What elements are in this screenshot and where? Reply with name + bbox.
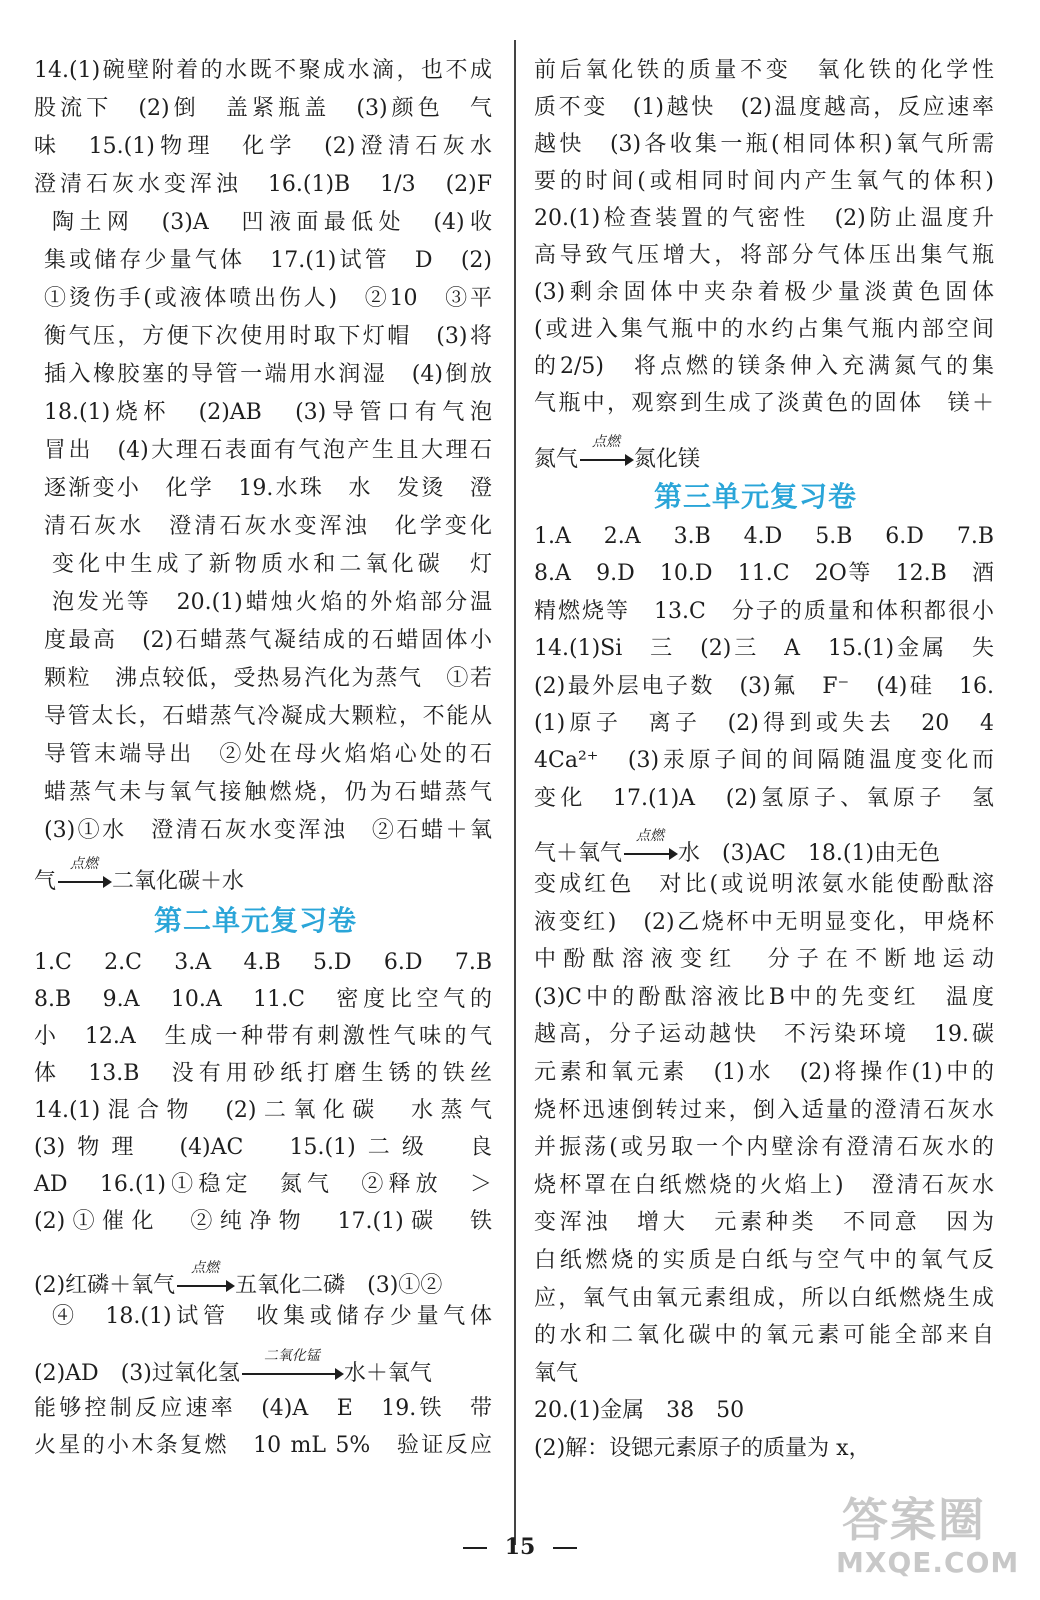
text-line: 质不变 (1)越快 (2)温度越高，反应速率 (534, 95, 994, 120)
equation-right: 二氧化碳＋水 (112, 869, 245, 894)
text-line: 冒出 (4)大理石表面有气泡产生且大理石 (44, 438, 492, 463)
text-line: (或进入集气瓶中的水约占集气瓶内部空间 (534, 317, 994, 342)
text-line: 20.(1)检查装置的气密性 (2)防止温度升 (534, 206, 994, 231)
text-line: 衡气压，方便下次使用时取下灯帽 (3)将 (44, 324, 492, 349)
text-line: 高导致气压增大，将部分气体压出集气瓶 (534, 243, 994, 268)
text-line: 蜡蒸气未与氧气接触燃烧，仍为石蜡蒸气 (44, 780, 492, 805)
watermark-logo (836, 1484, 1020, 1584)
reaction-condition: 点燃 (592, 434, 621, 450)
text-line: (3)剩余固体中夹杂着极少量淡黄色固体 (534, 280, 994, 305)
arrow-icon (242, 1373, 342, 1375)
text-line: 中酚酞溶液变红 分子在不断地运动 (534, 947, 994, 973)
column-divider (514, 40, 516, 1545)
text-line: 小 12.A 生成一种带有刺激性气味的气 (34, 1024, 492, 1049)
text-line: 前后氧化铁的质量不变 氧化铁的化学性 (534, 58, 994, 83)
text-line: (2)解：设锶元素原子的质量为 x， (534, 1436, 871, 1461)
text-line: 白纸燃烧的实质是白纸与空气中的氧气反 (534, 1248, 994, 1273)
text-line: 颗粒 沸点较低，受热易汽化为蒸气 ①若 (44, 666, 492, 691)
text-line: 气瓶中，观察到生成了淡黄色的固体 镁＋ (534, 391, 994, 416)
text-line: 8.A 9.D 10.D 11.C 2O等 12.B 酒 (534, 561, 994, 587)
reaction-condition: 点燃 (191, 1260, 220, 1276)
text-line: 4Ca²⁺ (3)汞原子间的间隔随温度变化而 (534, 748, 994, 774)
text-line: (2)最外层电子数 (3)氟 F⁻ (4)硅 16. (534, 673, 994, 699)
page-number-dash-left (463, 1547, 487, 1549)
equation-right: 氮化镁 (634, 447, 701, 472)
text-line: 火星的小木条复燃 10 mL 5% 验证反应 (34, 1433, 492, 1458)
text-line: 澄清石灰水变浑浊 16.(1)B 1/3 (2)F (34, 172, 492, 197)
reaction-condition: 点燃 (636, 828, 665, 844)
text-line: 14.(1)Si 三 (2)三 A 15.(1)金属 失 (534, 636, 994, 662)
text-line: AD 16.(1)①稳定 氮气 ②释放 ＞ (34, 1172, 492, 1197)
section-heading: 第三单元复习卷 (654, 480, 858, 513)
text-line: 氧气 (534, 1360, 579, 1386)
text-line: 烧杯迅速倒转过来，倒入适量的澄清石灰水 (534, 1097, 994, 1123)
text-line: 清石灰水 澄清石灰水变浑浊 化学变化 (44, 514, 492, 539)
chemical-equation (34, 1348, 432, 1387)
text-line: (3)C中的酚酞溶液比B中的先变红 温度 (534, 984, 994, 1010)
chemical-equation (34, 856, 245, 895)
text-line: (3)物理 (4)AC 15.(1)二级 良 (34, 1135, 492, 1160)
equation-right: 水 (3)AC 18.(1)由无色 (678, 841, 941, 866)
text-line: 的2/5) 将点燃的镁条伸入充满氮气的集 (534, 354, 994, 379)
text-line: 变成红色 对比(或说明浓氨水能使酚酞溶 (534, 872, 994, 897)
page-number-dash-right (553, 1547, 577, 1549)
chemical-equation (534, 434, 701, 473)
text-line: 精燃烧等 13.C 分子的质量和体积都很小 (534, 598, 994, 624)
text-line: 20.(1)金属 38 50 (534, 1398, 745, 1424)
text-line: 导管末端导出 ②处在母火焰焰心处的石 (44, 742, 492, 767)
text-line: 集或储存少量气体 17.(1)试管 D (2) (44, 248, 493, 273)
text-line: 烧杯罩在白纸燃烧的火焰上) 澄清石灰水 (534, 1172, 994, 1198)
equation-left: (2)红磷＋氧气 (34, 1273, 176, 1298)
equation-right: 水＋氧气 (343, 1361, 432, 1386)
text-line: ④ 18.(1)试管 收集或储存少量气体 (52, 1304, 492, 1329)
reaction-arrow (240, 1348, 344, 1386)
text-line: 度最高 (2)石蜡蒸气凝结成的石蜡固体小 (44, 628, 492, 653)
text-line: 变化中生成了新物质水和二氧化碳 灯 (52, 552, 492, 577)
arrow-icon (624, 853, 676, 855)
arrow-icon (177, 1285, 233, 1287)
text-line: 1.A 2.A 3.B 4.D 5.B 6.D 7.B (534, 524, 994, 549)
reaction-arrow (175, 1260, 235, 1298)
reaction-condition: 点燃 (70, 856, 99, 872)
text-line: 变化 17.(1)A (2)氢原子、氧原子 氢 (534, 785, 994, 811)
text-line: (3)①水 澄清石灰水变浑浊 ②石蜡＋氧 (44, 818, 492, 843)
text-line: 逐渐变小 化学 19.水珠 水 发烫 澄 (44, 476, 492, 501)
text-line: 14.(1)碗壁附着的水既不聚成水滴，也不成 (34, 58, 492, 83)
chemical-equation (34, 1260, 443, 1299)
reaction-arrow (622, 828, 678, 866)
text-line: 越高，分子运动越快 不污染环境 19.碳 (534, 1022, 994, 1048)
text-line: 泡发光等 20.(1)蜡烛火焰的外焰部分温 (52, 590, 492, 615)
text-line: 导管太长，石蜡蒸气冷凝成大颗粒，不能从 (44, 704, 492, 729)
watermark-top-text: 答案圈 (842, 1493, 986, 1547)
watermark-bottom-text: MXQE.COM (836, 1546, 1020, 1579)
text-line: (2)①催化 ②纯净物 17.(1)碳 铁 (34, 1209, 492, 1234)
text-line: 1.C 2.C 3.A 4.B 5.D 6.D 7.B (34, 950, 492, 975)
equation-left: 氮气 (534, 447, 579, 472)
text-line: 变浑浊 增大 元素种类 不同意 因为 (534, 1210, 994, 1236)
arrow-icon (580, 459, 632, 461)
text-line: 应，氧气由氧元素组成，所以白纸燃烧生成 (534, 1285, 994, 1311)
text-line: 味 15.(1)物理 化学 (2)澄清石灰水 (34, 134, 492, 159)
text-line: 陶土网 (3)A 凹液面最低处 (4)收 (52, 210, 492, 235)
text-line: 元素和氧元素 (1)水 (2)将操作(1)中的 (534, 1060, 994, 1085)
equation-right: 五氧化二磷 (3)①② (235, 1273, 443, 1298)
text-line: 插入橡胶塞的导管一端用水润湿 (4)倒放 (44, 362, 492, 387)
text-line: 14.(1)混合物 (2)二氧化碳 水蒸气 (34, 1098, 492, 1123)
reaction-condition: 二氧化锰 (263, 1348, 320, 1364)
text-line: 8.B 9.A 10.A 11.C 密度比空气的 (34, 987, 492, 1012)
text-line: (1)原子 离子 (2)得到或失去 20 4 (534, 711, 994, 736)
text-line: 越快 (3)各收集一瓶(相同体积)氧气所需 (534, 132, 994, 157)
text-line: ①烫伤手(或液体喷出伤人) ②10 ③平 (44, 286, 492, 311)
chemical-equation (534, 828, 941, 867)
arrow-icon (58, 881, 110, 883)
text-line: 要的时间(或相同时间内产生氧气的体积) (534, 169, 994, 194)
equation-left: 气 (34, 869, 57, 894)
text-line: 股流下 (2)倒 盖紧瓶盖 (3)颜色 气 (34, 96, 492, 121)
reaction-arrow (578, 434, 634, 472)
reaction-arrow (56, 856, 112, 894)
text-line: 液变红) (2)乙烧杯中无明显变化，甲烧杯 (534, 909, 994, 935)
section-heading: 第二单元复习卷 (154, 904, 358, 937)
text-line: 能够控制反应速率 (4)A E 19.铁 带 (34, 1396, 492, 1421)
text-line: 并振荡(或另取一个内壁涂有澄清石灰水的 (534, 1135, 994, 1161)
equation-left: (2)AD (3)过氧化氢 (34, 1361, 240, 1386)
text-line: 体 13.B 没有用砂纸打磨生锈的铁丝 (34, 1061, 492, 1086)
page-number-text: 15 (504, 1534, 536, 1560)
text-line: 18.(1)烧杯 (2)AB (3)导管口有气泡 (44, 400, 492, 425)
equation-left: 气＋氧气 (534, 841, 623, 866)
text-line: 的水和二氧化碳中的氧元素可能全部来自 (534, 1323, 994, 1349)
